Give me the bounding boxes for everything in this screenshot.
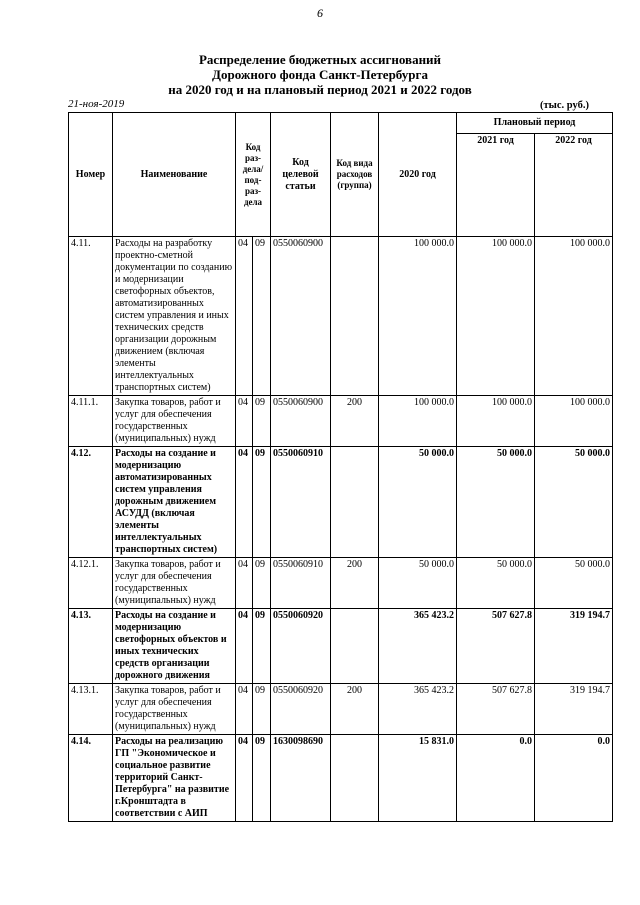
row-target: 0550060920 — [271, 684, 331, 735]
row-section: 04 — [236, 558, 253, 609]
title-line-3: на 2020 год и на плановый период 2021 и 2022 годов — [168, 82, 472, 97]
row-subsection: 09 — [253, 735, 271, 822]
row-name: Расходы на реализацию ГП "Экономическое и социальное развитие территорий Санкт-Петербурга" на развитие г.Кронштадта в соответствии с АИП — [113, 735, 236, 822]
row-name: Расходы на создание и модернизацию светофорных объектов и иных технических средств организации дорожного движения — [113, 609, 236, 684]
row-2022: 100 000.0 — [535, 396, 613, 447]
row-name: Расходы на разработку проектно-сметной документации по созданию и модернизации светофорных объектов, автоматизированных систем управления и иных технических средств организации дорожным движением (включая элементы интеллектуальных транспортных систем) — [113, 237, 236, 396]
header-target-code: Код целевой статьи — [271, 113, 331, 237]
title-line-1: Распределение бюджетных ассигнований — [198, 52, 442, 67]
row-expense-type: 200 — [331, 684, 379, 735]
header-year-2020: 2020 год — [379, 113, 457, 237]
document-date: 21-ноя-2019 — [68, 98, 125, 110]
row-section: 04 — [236, 609, 253, 684]
row-target: 0550060920 — [271, 609, 331, 684]
row-subsection: 09 — [253, 684, 271, 735]
row-2022: 319 194.7 — [535, 609, 613, 684]
row-2022: 100 000.0 — [535, 237, 613, 396]
table-row — [69, 684, 613, 735]
header-planned-period: Плановый период — [457, 113, 613, 134]
row-2021: 50 000.0 — [457, 447, 535, 558]
row-2022: 319 194.7 — [535, 684, 613, 735]
row-expense-type: 200 — [331, 558, 379, 609]
table-row — [69, 396, 613, 447]
row-expense-type — [331, 609, 379, 684]
row-section: 04 — [236, 684, 253, 735]
units-label: (тыс. руб.) — [540, 100, 589, 111]
row-number: 4.11. — [69, 237, 113, 396]
row-expense-type — [331, 447, 379, 558]
row-name: Расходы на создание и модернизацию автоматизированных систем управления дорожным движением АСУДД (включая элементы интеллектуальных транспортных систем) — [113, 447, 236, 558]
row-target: 0550060900 — [271, 237, 331, 396]
header-year-2021: 2021 год — [457, 134, 535, 237]
row-subsection: 09 — [253, 609, 271, 684]
row-number: 4.12.1. — [69, 558, 113, 609]
row-name: Закупка товаров, работ и услуг для обеспечения государственных (муниципальных) нужд — [113, 396, 236, 447]
header-section-code: Код раз-дела/ под-раз-дела — [236, 113, 271, 237]
row-expense-type — [331, 735, 379, 822]
row-2021: 507 627.8 — [457, 609, 535, 684]
page-number: 6 — [317, 6, 323, 20]
row-2020: 100 000.0 — [379, 396, 457, 447]
table-row — [69, 447, 613, 558]
row-subsection: 09 — [253, 396, 271, 447]
row-2021: 100 000.0 — [457, 237, 535, 396]
row-2020: 365 423.2 — [379, 684, 457, 735]
row-target: 0550060910 — [271, 558, 331, 609]
table-row — [69, 237, 613, 396]
header-number: Номер — [69, 113, 113, 237]
table-row — [69, 609, 613, 684]
row-subsection: 09 — [253, 558, 271, 609]
row-number: 4.13. — [69, 609, 113, 684]
row-expense-type — [331, 237, 379, 396]
document-title — [0, 52, 640, 97]
row-number: 4.11.1. — [69, 396, 113, 447]
row-section: 04 — [236, 396, 253, 447]
row-2021: 100 000.0 — [457, 396, 535, 447]
row-subsection: 09 — [253, 237, 271, 396]
row-number: 4.13.1. — [69, 684, 113, 735]
table-row — [69, 558, 613, 609]
row-target: 0550060910 — [271, 447, 331, 558]
header-expense-type-code: Код вида расходов (группа) — [331, 113, 379, 237]
row-2020: 50 000.0 — [379, 558, 457, 609]
row-2020: 365 423.2 — [379, 609, 457, 684]
row-number: 4.14. — [69, 735, 113, 822]
row-2020: 100 000.0 — [379, 237, 457, 396]
row-section: 04 — [236, 735, 253, 822]
header-year-2022: 2022 год — [535, 134, 613, 237]
row-number: 4.12. — [69, 447, 113, 558]
table-body — [69, 237, 613, 822]
row-target: 0550060900 — [271, 396, 331, 447]
row-2020: 15 831.0 — [379, 735, 457, 822]
row-2020: 50 000.0 — [379, 447, 457, 558]
row-2022: 0.0 — [535, 735, 613, 822]
budget-table — [68, 112, 613, 822]
row-section: 04 — [236, 447, 253, 558]
row-2021: 0.0 — [457, 735, 535, 822]
row-name: Закупка товаров, работ и услуг для обеспечения государственных (муниципальных) нужд — [113, 558, 236, 609]
row-name: Закупка товаров, работ и услуг для обеспечения государственных (муниципальных) нужд — [113, 684, 236, 735]
row-subsection: 09 — [253, 447, 271, 558]
row-2022: 50 000.0 — [535, 558, 613, 609]
table-row — [69, 735, 613, 822]
table-header — [69, 113, 613, 237]
row-expense-type: 200 — [331, 396, 379, 447]
row-2021: 507 627.8 — [457, 684, 535, 735]
row-2022: 50 000.0 — [535, 447, 613, 558]
row-target: 1630098690 — [271, 735, 331, 822]
row-2021: 50 000.0 — [457, 558, 535, 609]
row-section: 04 — [236, 237, 253, 396]
header-name: Наименование — [113, 113, 236, 237]
title-line-2: Дорожного фонда Санкт-Петербурга — [212, 67, 428, 82]
